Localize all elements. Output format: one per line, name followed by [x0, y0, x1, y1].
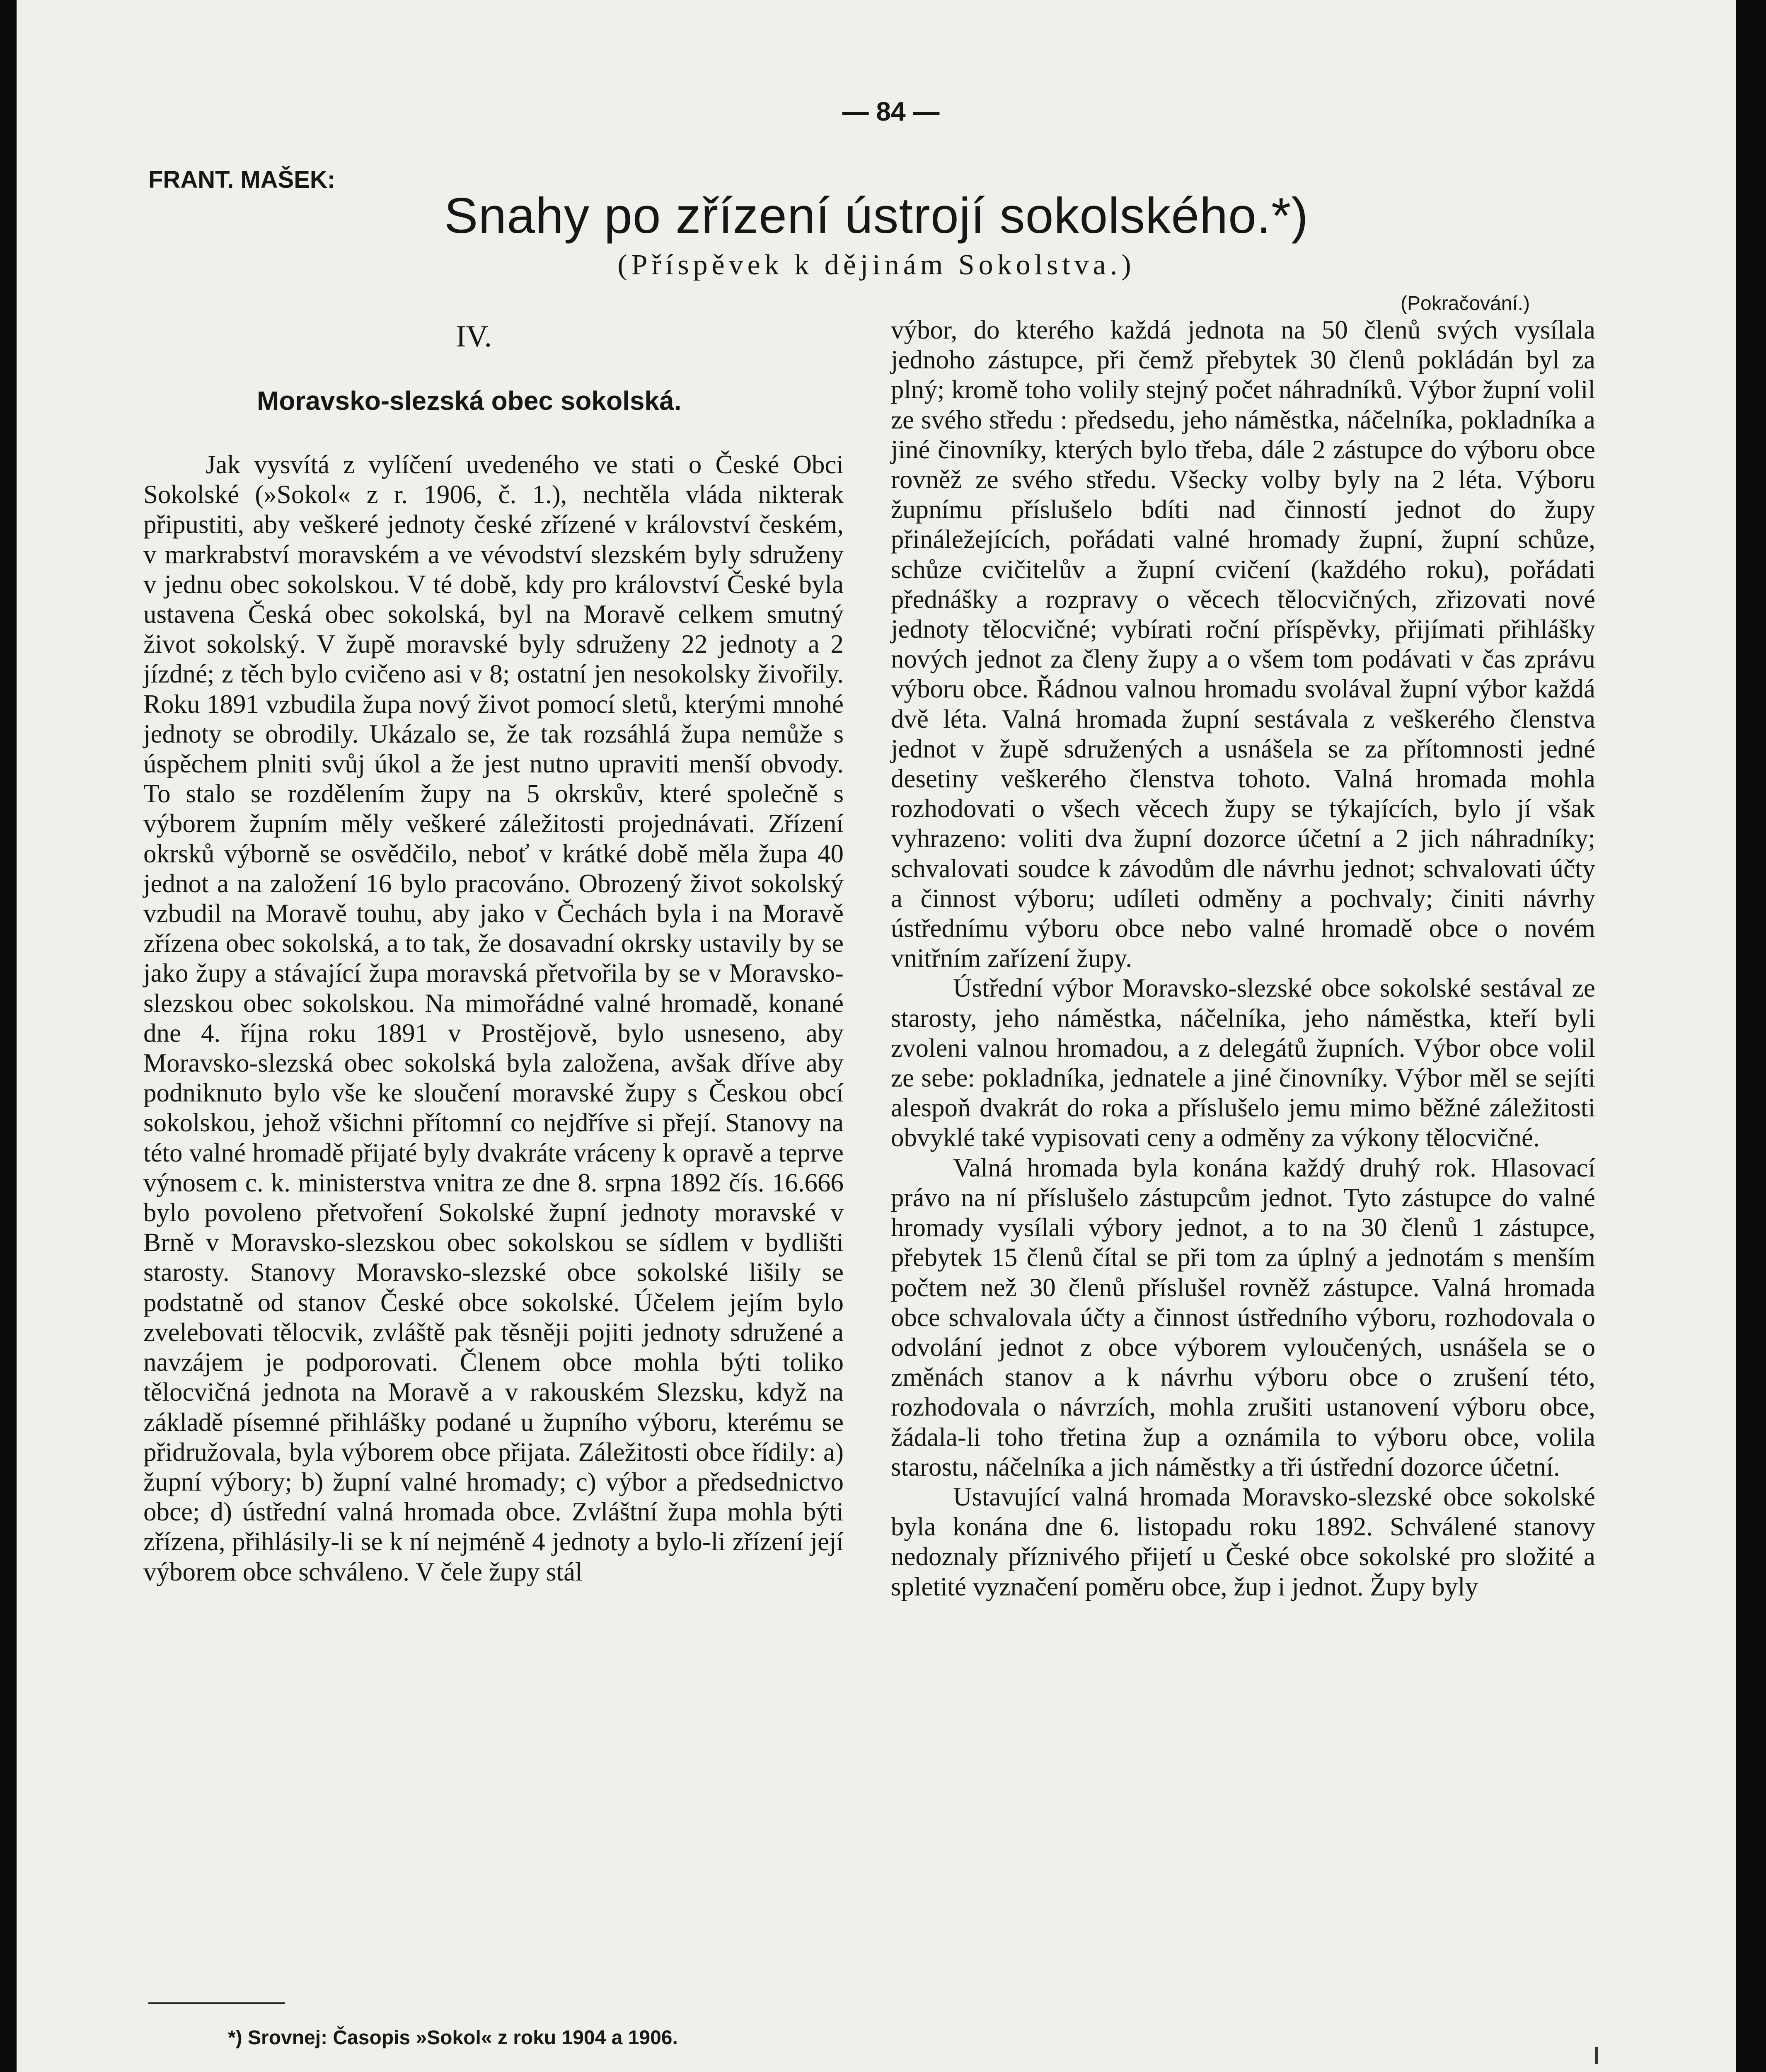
paragraph: Jak vysvítá z vylíčení uvedeného ve stati o České Obci Sokolské (»Sokol« z r. 1906, č. 1.), nechtěla vláda nikterak připustiti, aby veškeré jednoty české zřízené v království českém, v markrabství moravském a ve vévodství slezském byly sdruženy v jednu obec sokolskou. V té době, kdy pro království České byla ustavena Česká obec sokolská, byl na Moravě celkem smutný život sokolský. V župě moravské byly sdruženy 22 jednoty a 2 jízdné; z těch bylo cvičeno asi v 8; ostatní jen nesokolsky živořily. Roku 1891 vzbudila župa nový život pomocí sletů, kterými mnohé jednoty se obrodily. Ukázalo se, že tak rozsáhlá župa nemůže s úspěchem plniti svůj úkol a že jest nutno upraviti menší obvody. To stalo se rozdělením župy na 5 okrskův, které společně s výborem župním měly veškeré záležitosti projednávati. Zřízení okrsků výborně se osvědčilo, neboť v krátké době měla župa 40 jednot a na založení 16 bylo pracováno. Obrozený život sokolský vzbudil na Moravě touhu, aby jako v Čechách byla i na Moravě zřízena obec sokolská, a to tak, že dosavadní okrsky ustavily by se jako župy a stávající župa moravská přetvořila by se v Moravsko-slezskou obec sokolskou. Na mimořádné valné hromadě, konané dne 4. října roku 1891 v Prostějově, bylo usneseno, aby Moravsko-slezská obec sokolská byla založena, avšak dříve aby podniknuto bylo vše ke sloučení moravské župy s Českou obcí sokolskou, jehož všichni přítomní co nejdříve si přejí. Stanovy na této valné hromadě přijaté byly dvakráte vráceny k opravě a teprve výnosem c. k. ministerstva vnitra ze dne 8. srpna 1892 čís. 16.666 bylo povoleno přetvoření Sokolské župní jednoty moravské v Brně v Moravsko-slezskou obec sokolskou se sídlem v bydlišti starosty. Stanovy Moravsko-slezské obce sokolské lišily se podstatně od stanov České obce sokolské. Účelem jejím bylo zvelebovati tělocvik, zvláště pak těsněji pojiti jednoty sdružené a navzájem je podporovati. Členem obce mohla býti toliko tělocvičná jednota na Moravě a v rakouském Slezsku, když na základě písemné přihlášky podané u župního výboru, kterému se přidružovala, byla výborem obce přijata. Záležitosti obce řídily: a) župní výbory; b) župní valné hromady; c) výbor a předsednictvo obce; d) ústřední valná hromada obce. Zvláštní župa mohla býti zřízena, přihlásily-li se k ní nejméně 4 jednoty a bylo-li zřízení její výborem obce schváleno. V čele župy stál	[143, 450, 844, 1586]
document-page	[17, 0, 1736, 2072]
paragraph: výbor, do kterého každá jednota na 50 členů svých vysílala jednoho zástupce, při čemž přebytek 30 členů pokládán byl za plný; kromě toho volily stejný počet náhradníků. Výbor župní volil ze svého středu : předsedu, jeho náměstka, náčelníka, pokladníka a jiné činovníky, kterých bylo třeba, dále 2 zástupce do výboru obce rovněž ze svého středu. Všecky volby byly na 2 léta. Výboru župnímu příslušelo bdíti nad činností jednot do župy přináležejících, pořádati valné hromady župní, župní schůze, schůze cvičitelův a župní cvičení (každého roku), pořádati přednášky a rozpravy o věcech tělocvičných, zřizovati nové jednoty tělocvičné; vybírati roční příspěvky, přijímati přihlášky nových jednot za členy župy a o všem tom podávati v čas zprávu výboru obce. Řádnou valnou hromadu svolával župní výbor každá dvě léta. Valná hromada župní sestávala z veškerého členstva jednot v župě sdružených a usnášela se za přítomnosti jedné desetiny veškerého členstva tohoto. Valná hromada mohla rozhodovati o všech věcech župy se týkajících, bylo jí však vyhrazeno: voliti dva župní dozorce účetní a 2 jich náhradníky; schvalovati soudce k závodům dle návrhu jednot; schvalovati účty a činnost výboru; udíleti odměny a pochvaly; činiti návrhy ústřednímu výboru obce nebo valné hromadě obce o novém vnitřním zařízení župy.	[891, 315, 1595, 973]
section-number: IV.	[456, 320, 492, 353]
section-heading: Moravsko-slezská obec sokolská.	[257, 386, 682, 416]
paragraph: Ústřední výbor Moravsko-slezské obce sokolské sestával ze starosty, jeho náměstka, náčelníka, jeho náměstka, kteří byli zvoleni valnou hromadou, a z delegátů župních. Výbor obce volil ze sebe: pokladníka, jednatele a jiné činovníky. Výbor měl se sejíti alespoň dvakrát do roka a příslušelo jemu mimo běžné záležitosti obvyklé také vypisovati ceny a odměny za výkony tělocvičné.	[891, 973, 1595, 1152]
scan-mark	[1595, 2047, 1598, 2064]
author-name: FRANT. MAŠEK:	[148, 166, 336, 193]
paragraph: Valná hromada byla konána každý druhý rok. Hlasovací právo na ní příslušelo zástupcům jednot. Tyto zástupce do valné hromady vysílali výbory jednot, a to na 30 členů 1 zástupce, přebytek 15 členů čítal se při tom za úplný a jednotám s menším počtem než 30 členů příslušel rovněž zástupce. Valná hromada obce schvalovala účty a činnost ústředního výboru, rozhodovala o odvolání jednot z obce výborem vyloučených, usnášela se o změnách stanov a k návrhu výboru obce o zrušení této, rozhodovala o návrzích, mohla zrušiti ustanovení výboru obce, žádala-li toho třetina žup a oznámila to výboru obce, volila starostu, náčelníka a jich náměstky a tři ústřední dozorce účetní.	[891, 1153, 1595, 1481]
left-column	[143, 450, 844, 1587]
paragraph: Ustavující valná hromada Moravsko-slezské obce sokolské byla konána dne 6. listopadu roku 1892. Schválené stanovy nedoznaly příznivého přijetí u České obce sokolské pro složité a spletité vyznačení poměru obce, žup i jednot. Župy byly	[891, 1482, 1595, 1601]
article-title: Snahy po zřízení ústrojí sokolského.*)	[444, 187, 1309, 244]
footnote: *) Srovnej: Časopis »Sokol« z roku 1904 a 1906.	[228, 2027, 678, 2049]
right-column	[891, 315, 1595, 1602]
article-subtitle: (Příspěvek k dějinám Sokolstva.)	[617, 249, 1135, 281]
footnote-divider	[148, 2002, 285, 2004]
continuation-note: (Pokračování.)	[1401, 293, 1530, 315]
page-number: — 84 —	[842, 97, 940, 126]
